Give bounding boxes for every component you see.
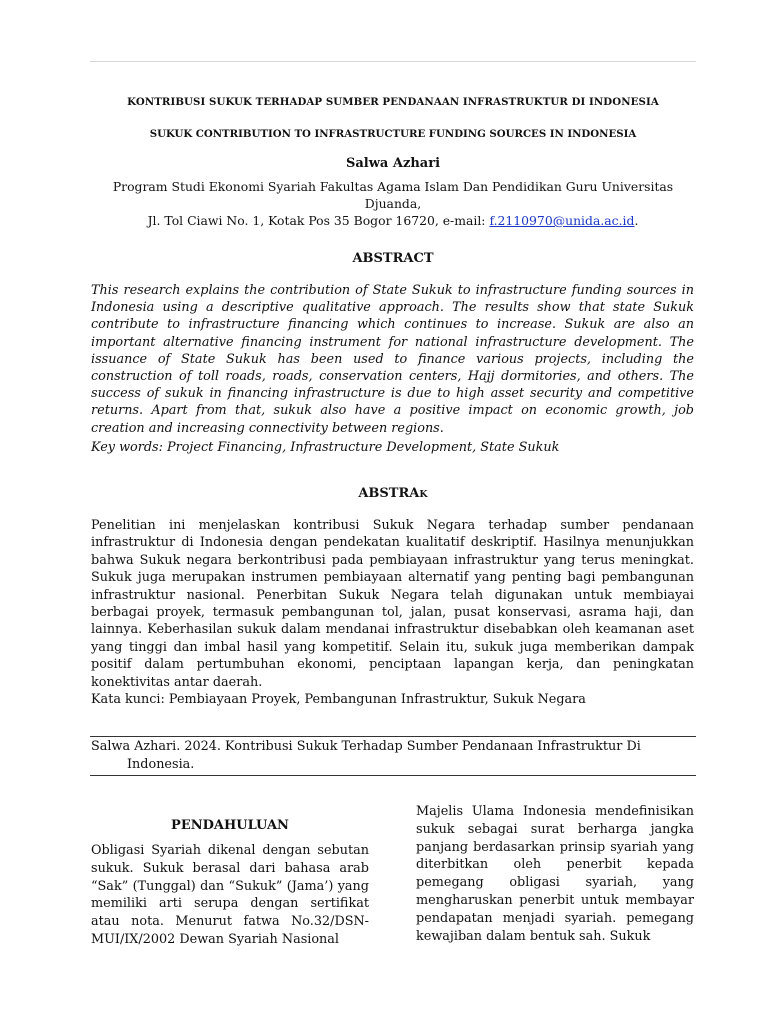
abstract-heading: ABSTRACT [352, 251, 434, 266]
paper-title-english: SUKUK CONTRIBUTION TO INFRASTRUCTURE FUNDING SOURCES IN INDONESIA [149, 128, 637, 140]
abstract-english: This research explains the contribution of State Sukuk to infrastructure funding sources in Indonesia using a descriptive qualitative approach. The results show that state Sukuk contribute to infrastructure financing which continues to increase. Sukuk are also an important alternative financing instrument for national infrastructure development. The issuance of State Sukuk has been used to finance various projects, including the construction of toll roads, roads, conservation centers, Hajj dormitories, and others. The success of sukuk in financing infrastructure is due to high asset security and competitive returns. Apart from that, sukuk also have a positive impact on economic growth, job creation and increasing connectivity between regions. [91, 283, 694, 436]
paper-title-indonesian: KONTRIBUSI SUKUK TERHADAP SUMBER PENDANAAN INFRASTRUKTUR DI INDONESIA [127, 96, 659, 108]
affiliation-line-1: Program Studi Ekonomi Syariah Fakultas Agama Islam Dan Pendidikan Guru Universitas Djuanda, [112, 179, 674, 211]
abstrak-heading [90, 486, 696, 501]
author-name: Salwa Azhari [345, 156, 441, 171]
abstrak-heading-small: K [419, 489, 428, 500]
citation-top-rule [90, 736, 696, 737]
header-rule [90, 61, 696, 62]
affiliation-suffix: . [634, 213, 639, 228]
affiliation-line-2 [90, 212, 696, 229]
keywords-indonesian: Kata kunci: Pembiayaan Proyek, Pembangunan Infrastruktur, Sukuk Negara [91, 692, 586, 707]
body-column-left: Obligasi Syariah dikenal dengan sebutan sukuk. Sukuk berasal dari bahasa arab “Sak” (Tunggal) dan “Sukuk” (Jama’) yang memiliki arti serupa dengan sertifikat atau nota. Menurut fatwa No.32/DSN-MUI/IX/2002 Dewan Syariah Nasional [91, 843, 369, 947]
abstrak-heading-main: ABSTRA [358, 486, 420, 501]
body-column-right: Majelis Ulama Indonesia mendefinisikan sukuk sebagai surat berharga jangka panjang berdasarkan prinsip syariah yang diterbitkan oleh penerbit kepada pemegang obligasi syariah, yang mengharuskan penerbit untuk membayar pendapatan menjadi syariah. pemegang kewajiban dalam bentuk sah. Sukuk [416, 804, 694, 944]
section-heading-pendahuluan: PENDAHULUAN [171, 818, 289, 833]
citation: Salwa Azhari. 2024. Kontribusi Sukuk Terhadap Sumber Pendanaan Infrastruktur Di Indonesia. [91, 739, 641, 772]
email-link[interactable]: f.2110970@unida.ac.id [489, 213, 635, 228]
citation-bottom-rule [90, 775, 696, 776]
author-affiliation [90, 178, 696, 229]
keywords-english: Key words: Project Financing, Infrastructure Development, State Sukuk [91, 440, 560, 455]
affiliation-address: Jl. Tol Ciawi No. 1, Kotak Pos 35 Bogor 16720, e-mail: [147, 213, 490, 228]
abstract-indonesian: Penelitian ini menjelaskan kontribusi Sukuk Negara terhadap sumber pendanaan infrastruktur di Indonesia dengan pendekatan kualitatif deskriptif. Hasilnya menunjukkan bahwa Sukuk negara berkontribusi pada pembiayaan infrastruktur yang terus meningkat. Sukuk juga merupakan instrumen pembiayaan alternatif yang penting bagi pembangunan infrastruktur nasional. Penerbitan Sukuk Negara telah digunakan untuk membiayai berbagai proyek, termasuk pembangunan tol, jalan, pusat konservasi, asrama haji, dan lainnya. Keberhasilan sukuk dalam mendanai infrastruktur disebabkan oleh keamanan aset yang tinggi dan imbal hasil yang kompetitif. Selain itu, sukuk juga memberikan dampak positif dalam pertumbuhan ekonomi, penciptaan lapangan kerja, dan peningkatan konektivitas antar daerah. [91, 518, 694, 690]
